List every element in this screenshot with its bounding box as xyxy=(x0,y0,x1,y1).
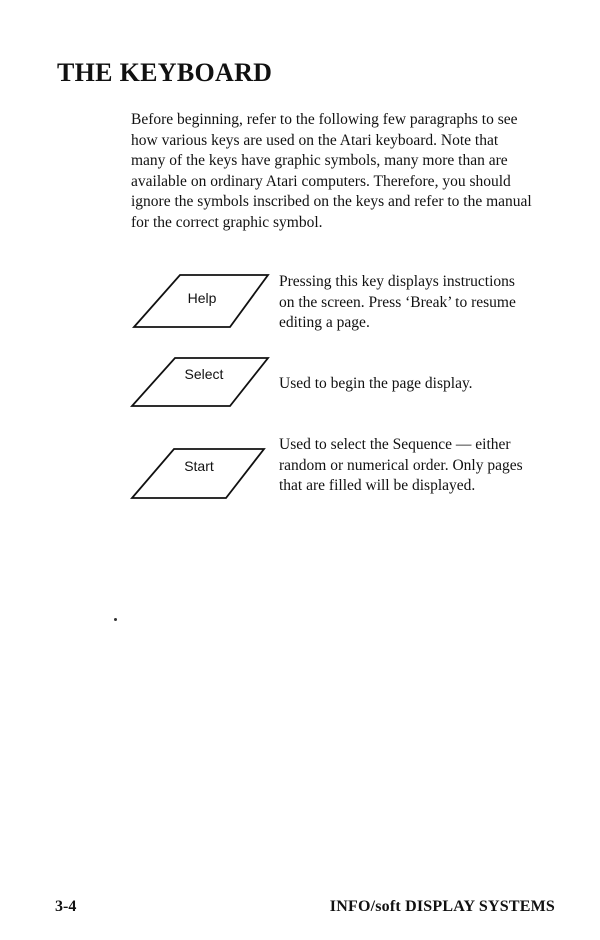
page-title: THE KEYBOARD xyxy=(57,58,273,87)
help-key-label: Help xyxy=(187,290,217,306)
footer-publisher: INFO/soft DISPLAY SYSTEMS xyxy=(329,898,555,915)
select-key-label: Select xyxy=(184,366,224,382)
start-key-icon xyxy=(130,447,270,503)
intro-paragraph: Before beginning, refer to the following few paragraphs to see how various keys are used on the Atari keyboard. Note that many of the keys have graphic symbols, many more than are available on ordinary Atari computers. Therefore, you should ignore the symbols inscribed on the keys and refer to the manual for the correct graphic symbol. xyxy=(131,111,532,231)
print-speck xyxy=(114,618,117,621)
help-key-icon xyxy=(130,272,270,328)
select-key-description: Used to begin the page display. xyxy=(279,375,473,392)
help-key-description: Pressing this key displays instructions on the screen. Press ‘Break’ to resume editing a page. xyxy=(279,273,516,331)
page-number: 3-4 xyxy=(55,898,77,915)
start-key-description: Used to select the Sequence — either random or numerical order. Only pages that are filled will be displayed. xyxy=(279,436,523,494)
select-key-icon xyxy=(130,356,270,412)
start-key-label: Start xyxy=(184,458,214,474)
